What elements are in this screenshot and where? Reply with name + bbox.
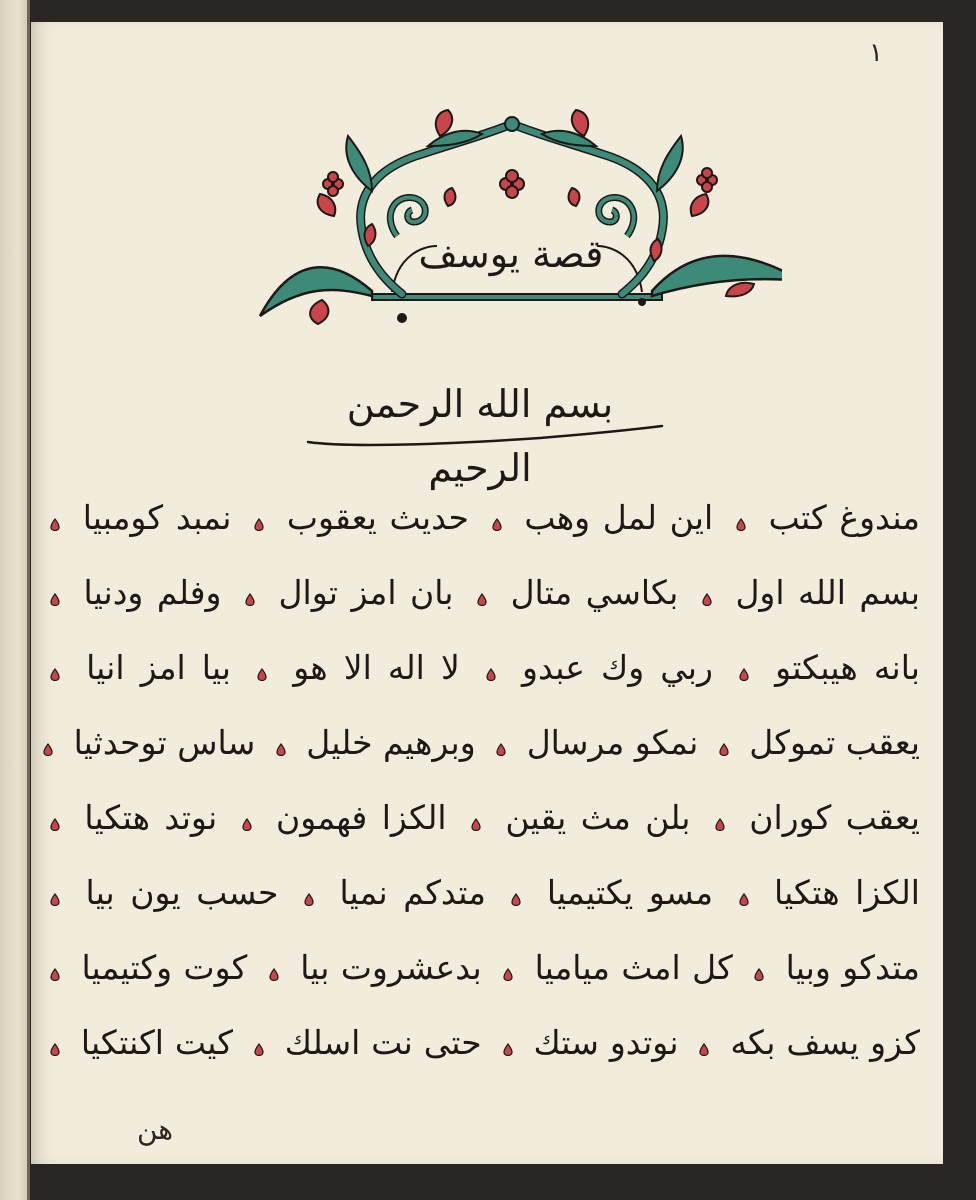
verse-segment: ساس توحدثيا [73, 723, 256, 762]
verse-block [40, 480, 920, 1080]
verse-segment: نمكو مرسال [526, 723, 699, 762]
verse-segment: متدكم نميا [339, 873, 486, 912]
verse-line [40, 555, 920, 630]
red-drop-icon [739, 668, 749, 681]
page-gutter [27, 0, 30, 1200]
verse-segment: الكزا هتكيا [774, 873, 920, 912]
red-drop-icon [43, 743, 53, 756]
verse-segment: يعقب كوران [749, 798, 920, 837]
catchword: هن [136, 1113, 174, 1146]
red-drop-icon [50, 893, 60, 906]
red-flower-buds [310, 110, 754, 324]
verse-segment: بيا امز انيا [86, 648, 231, 687]
verse-segment: نمبد كومبيا [82, 498, 232, 537]
red-drop-icon [254, 1043, 264, 1056]
verse-segment: وبرهيم خليل [306, 723, 476, 762]
red-drop-icon [719, 743, 729, 756]
red-drop-icon [486, 668, 496, 681]
red-drop-icon [50, 968, 60, 981]
red-drop-icon [276, 743, 286, 756]
verse-line [40, 930, 920, 1005]
verse-segment: كزو يسف بكه [730, 1023, 920, 1062]
manuscript-title: قصة يوسف [418, 232, 604, 276]
verse-line [40, 480, 920, 555]
red-drop-icon [50, 518, 60, 531]
red-drop-icon [254, 518, 264, 531]
red-drop-icon [50, 818, 60, 831]
verse-line [40, 630, 920, 705]
red-drop-icon [754, 968, 764, 981]
page-number: ١ [869, 38, 883, 68]
verse-segment: متدكو وبيا [785, 948, 920, 987]
verse-segment: بدعشروت بيا [300, 948, 482, 987]
verse-segment: كيت اكنتكيا [80, 1023, 233, 1062]
red-drop-icon [257, 668, 267, 681]
red-drop-icon [245, 593, 255, 606]
leaf-right-outer [652, 256, 782, 296]
floral-headpiece [222, 96, 782, 326]
verse-segment: بانه هيبكتو [775, 648, 920, 687]
verse-segment: اين لمل وهب [524, 498, 714, 537]
red-drop-icon [492, 518, 502, 531]
verse-segment: حديث يعقوب [286, 498, 469, 537]
verse-segment: حسب يون بيا [85, 873, 279, 912]
red-drop-icon [304, 893, 314, 906]
facing-page-edge [0, 0, 30, 1200]
red-drop-icon [477, 593, 487, 606]
basmala: بسم الله الرحمن الرحيم [346, 382, 614, 490]
red-drop-icon [699, 1043, 709, 1056]
verse-line [40, 705, 920, 780]
red-drop-icon [736, 518, 746, 531]
verse-segment: حتى نت اسلك [284, 1023, 482, 1062]
red-drop-icon [50, 668, 60, 681]
verse-segment: نوتدو ستك [533, 1023, 679, 1062]
top-finial [505, 117, 519, 131]
red-drop-icon [471, 818, 481, 831]
verse-segment: بسم الله اول [735, 573, 920, 612]
red-drop-icon [503, 1043, 513, 1056]
verse-segment: نوتد هتكيا [84, 798, 218, 837]
verse-segment: بلن مث يقين [505, 798, 691, 837]
verse-line [40, 855, 920, 930]
red-drop-icon [503, 968, 513, 981]
verse-segment: مسو يكتيميا [546, 873, 714, 912]
verse-line [40, 780, 920, 855]
verse-segment: بكاسي متال [510, 573, 679, 612]
verse-segment: وفلم ودنيا [83, 573, 222, 612]
verse-line [40, 1005, 920, 1080]
red-drop-icon [511, 893, 521, 906]
verse-segment: بان امز توال [278, 573, 454, 612]
red-drop-icon [269, 968, 279, 981]
red-drop-icon [739, 893, 749, 906]
verse-segment: ربي وك عبدو [522, 648, 713, 687]
red-drop-icon [715, 818, 725, 831]
red-drop-icon [702, 593, 712, 606]
verse-segment: كل امث مياميا [534, 948, 733, 987]
red-drop-icon [50, 1043, 60, 1056]
red-drop-icon [50, 593, 60, 606]
red-drop-icon [242, 818, 252, 831]
verse-segment: يعقب تموكل [749, 723, 920, 762]
verse-segment: لا اله الا هو [293, 648, 460, 687]
verse-segment: كوت وكتيميا [81, 948, 248, 987]
red-drop-icon [496, 743, 506, 756]
basmala-swash [290, 400, 670, 450]
verse-segment: الكزا فهمون [275, 798, 447, 837]
verse-segment: مندوغ كتب [768, 498, 920, 537]
